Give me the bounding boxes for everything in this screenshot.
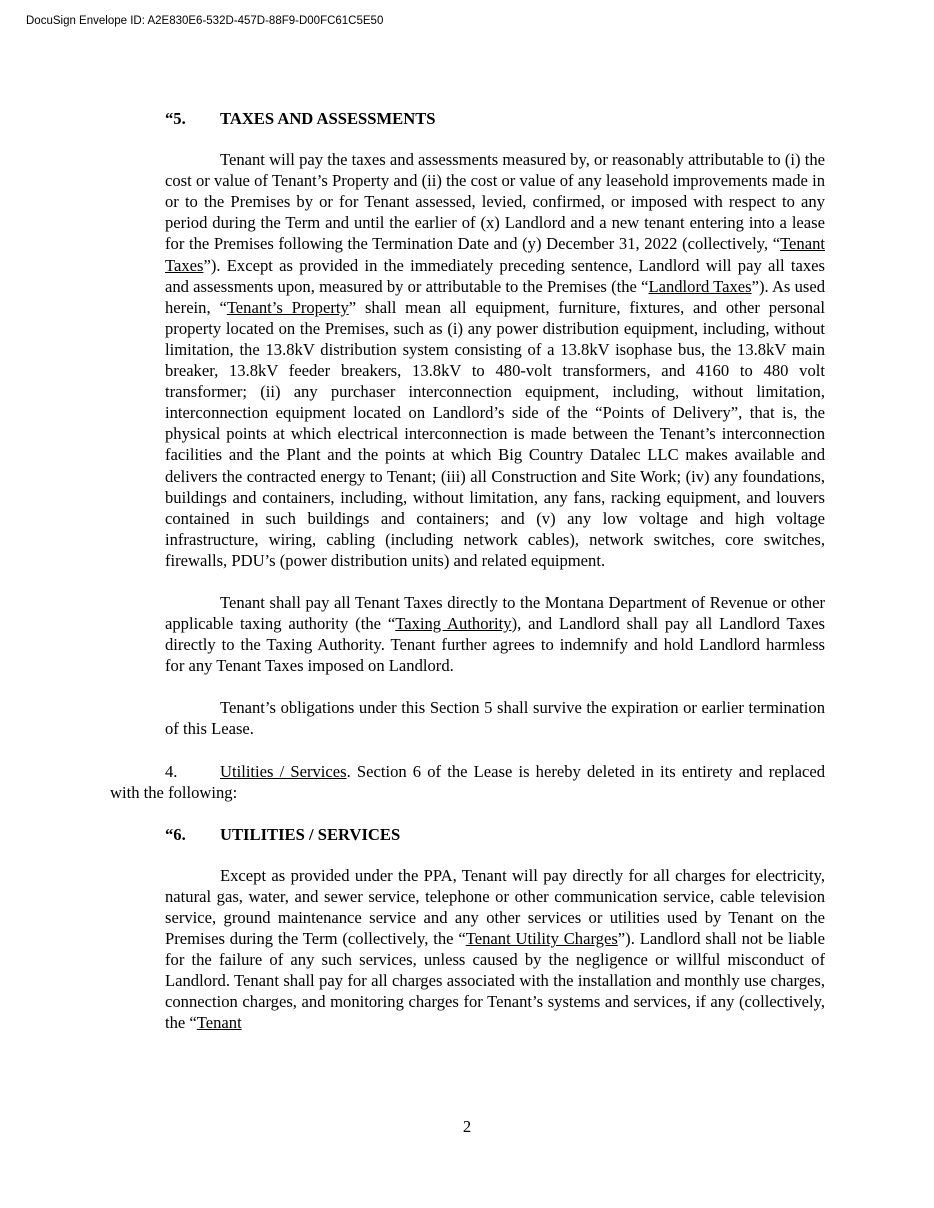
section-6-title: UTILITIES / SERVICES: [220, 824, 401, 844]
text-run: Tenant will pay the taxes and assessments measured by, or reasonably attributable to (i) the cost or value of Tenant’s Property and (ii) the cost or value of any leasehold improvements made in or to the Premises by or for Tenant assessed, levied, confirmed, or imposed with respect to any period during the Term and until the earlier of (x) Landlord and a new tenant entering into a lease for the Premises following the Termination Date and (y) December 31, 2022 (collectively, “: [165, 150, 825, 254]
section-5-paragraph-1: [165, 149, 825, 571]
item-4-text: . Section 6 of the Lease is hereby deleted in its entirety and replaced with the following:: [110, 761, 825, 802]
page-number: 2: [462, 1117, 472, 1136]
text-run: Tenant shall pay all Tenant Taxes directly to the Montana Department of Revenue or other applicable taxing authority (the “: [165, 592, 825, 634]
amendment-item-4: [110, 761, 825, 803]
text-run: ), and Landlord shall pay all Landlord Taxes directly to the Taxing Authority. Tenant further agrees to indemnify and hold Landlord harmless for any Tenant Taxes imposed on Landlord.: [165, 614, 825, 676]
defined-term-tenant-continued: Tenant: [196, 1013, 242, 1033]
section-6-heading: [165, 824, 825, 845]
defined-term-tenant-taxes: Tenant Taxes: [165, 234, 825, 275]
section-6-number: “6.: [165, 824, 186, 844]
docusign-envelope-id: DocuSign Envelope ID: A2E830E6-532D-457D-88F9-D00FC61C5E50: [26, 15, 384, 27]
text-run: ”). Landlord shall not be liable for the failure of any such services, unless caused by the negligence or willful misconduct of Landlord. Tenant shall pay for all charges associated with the installation and monthly use charges, connection charges, and monitoring charges for Tenant’s systems and services, if any (collectively, the “: [165, 929, 826, 1033]
section-5-paragraph-3: Tenant’s obligations under this Section 5 shall survive the expiration or earlier termination of this Lease.: [165, 698, 825, 739]
section-5-paragraph-2: [165, 592, 825, 676]
item-4-title: Utilities / Services: [220, 761, 347, 781]
text-run: ”). As used herein, “: [165, 276, 825, 317]
defined-term-landlord-taxes: Landlord Taxes: [648, 276, 752, 296]
text-run: ” shall mean all equipment, furniture, fixtures, and other personal property located on the Premises, such as (i) any power distribution equipment, including, without limitation, the 13.8kV distribution system consisting of a 13.8kV isophase bus, the 13.8kV main breaker, 13.8kV feeder breakers, 13.8kV to 480-volt transformers, and 4160 to 480 volt transformer; (ii) any purchaser interconnection equipment, including, without limitation, interconnection equipment located on Landlord’s side of the “Points of Delivery”, that is, the physical points at which electrical interconnection is made between the Tenant’s interconnection facilities and the Plant and the points at which Big Country Datalec LLC makes available and delivers the contracted energy to Tenant; (iii) all Construction and Site Work; (iv) any foundations, buildings and containers, including, without limitation, any fans, racking equipment, and louvers contained in such buildings and containers; and (v) any low voltage and high voltage infrastructure, wiring, cabling (including network cables), network switches, core switches, firewalls, PDU’s (power distribution units) and related equipment.: [165, 297, 825, 570]
section-5-heading: [165, 108, 825, 129]
defined-term-tenant-utility-charges: Tenant Utility Charges: [465, 929, 618, 949]
section-5-number: “5.: [165, 109, 186, 128]
item-4-number: 4.: [165, 761, 178, 781]
defined-term-tenants-property: Tenant’s Property: [226, 297, 349, 317]
text-run: Except as provided under the PPA, Tenant will pay directly for all charges for electricity, natural gas, water, and sewer service, telephone or other communication service, cable television service, ground maintenance service and any other services or utilities used by Tenant on the Premises during the Term (collectively, the “: [165, 865, 825, 949]
document-body: [110, 108, 826, 1034]
section-5-title: TAXES AND ASSESSMENTS: [220, 109, 436, 128]
defined-term-taxing-authority: Taxing Authority: [395, 614, 512, 634]
text-run: ”). Except as provided in the immediately preceding sentence, Landlord will pay all taxes and assessments upon, measured by or attributable to the Premises (the “: [165, 255, 825, 296]
section-6-paragraph-1: [165, 865, 825, 1034]
